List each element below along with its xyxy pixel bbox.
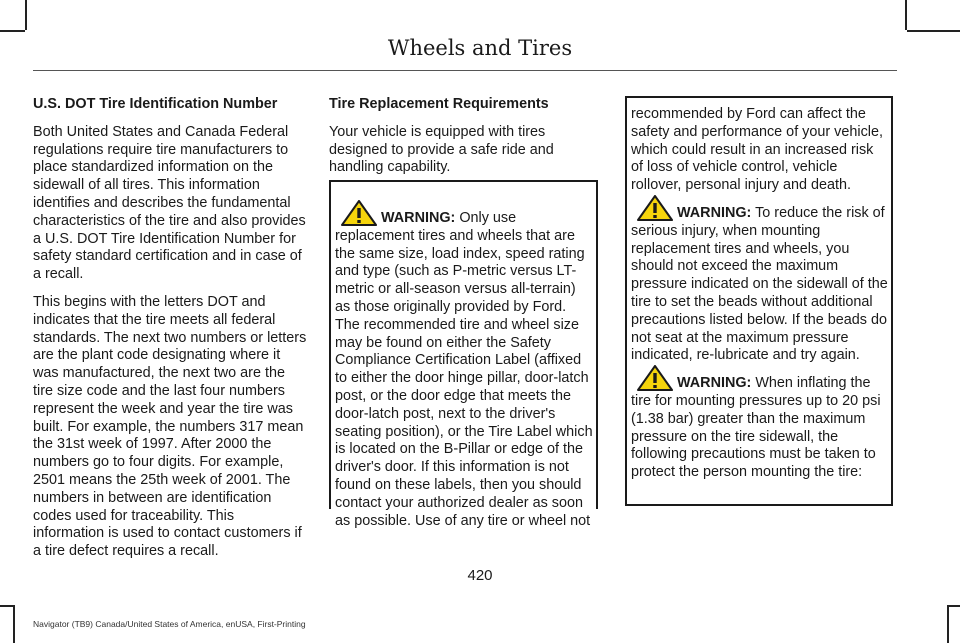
warning-body: Only use replacement tires and wheels that are the same size, load index, speed rating and type (such as P-metric versus LT-metric or all-season versus all-terrain) as those originally provided by Ford. The recommended tire and wheel size may be found on either the Safety Compliance Certification Label (affixed to either the door hinge pillar, door-latch post, or the door edge that meets the door-latch post, next to the driver's seating position), or the Tire Label which is located on the B-Pillar or edge of the driver's door. If this information is not found on these labels, then you should contact your authorized dealer as soon as possible. Use of any tire or wheel not: [335, 210, 593, 529]
paragraph: This begins with the letters DOT and indicates that the tire meets all federal standards. The next two numbers or letters are the plant code designating where it was manufactured, the next two are the tire size code and the last four numbers represent the week and year the tire was built. For example, the numbers 317 mean the 31st week of 1997. After 2000 the numbers go to four digits. For example, 2501 means the 25th week of 2001. The numbers in between are identification codes used for traceability. This information is used to contact customers if a tire defect requires a recall.: [33, 293, 307, 560]
section-heading: Tire Replacement Requirements: [329, 96, 549, 112]
warning-box: [625, 96, 893, 506]
page-number: 420: [467, 567, 493, 584]
warning-text: [631, 195, 888, 365]
paragraph: Both United States and Canada Federal regulations require tire manufacturers to place standardized information on the sidewall of all tires. This information identifies and describes the fundamental characteristics of the tire and also provides a U.S. DOT Tire Identification Number for safety standard certification and in case of a recall.: [33, 123, 306, 283]
column-tire-replacement: [329, 96, 597, 187]
warning-label: WARNING:: [677, 375, 752, 392]
warning-label: WARNING:: [381, 210, 456, 226]
crop-mark: [949, 605, 960, 607]
header-divider: [33, 70, 897, 71]
warning-body: To reduce the risk of serious injury, when mounting replacement tires and wheels, you should not exceed the maximum pressure indicated on the sidewall of the tire to set the beads without additional precautions listed below. If the beads do not seat at the maximum pressure indicated, re-lubricate and try again.: [631, 204, 888, 364]
warning-text: [631, 365, 888, 482]
crop-mark: [907, 30, 960, 32]
crop-mark: [947, 605, 949, 643]
warning-triangle-icon: [637, 365, 673, 391]
warning-label: WARNING:: [677, 204, 752, 221]
warning-box: [329, 180, 598, 529]
page-title: Wheels and Tires: [387, 36, 573, 60]
crop-mark: [25, 0, 27, 30]
warning-continuation: recommended by Ford can affect the safety and performance of your vehicle, which could result in an increased risk of loss of vehicle control, vehicle rollover, personal injury and death.: [631, 106, 883, 194]
warning-body: When inflating the tire for mounting pressures up to 20 psi (1.38 bar) greater than the maximum pressure on the tire sidewall, the following precautions must be taken to protect the person mounting the tire:: [631, 375, 881, 481]
paragraph: Your vehicle is equipped with tires designed to provide a safe ride and handling capability.: [329, 123, 554, 176]
footer-text: Navigator (TB9) Canada/United States of America, enUSA, First-Printing: [33, 619, 306, 629]
crop-mark: [13, 605, 15, 643]
warning-triangle-icon: [637, 195, 673, 221]
crop-mark: [905, 0, 907, 30]
warning-text: [335, 200, 593, 530]
crop-mark: [0, 30, 25, 32]
crop-mark: [0, 605, 13, 607]
section-heading: U.S. DOT Tire Identification Number: [33, 96, 278, 112]
column-dot-identification: [33, 96, 307, 571]
warning-triangle-icon: [341, 200, 377, 226]
